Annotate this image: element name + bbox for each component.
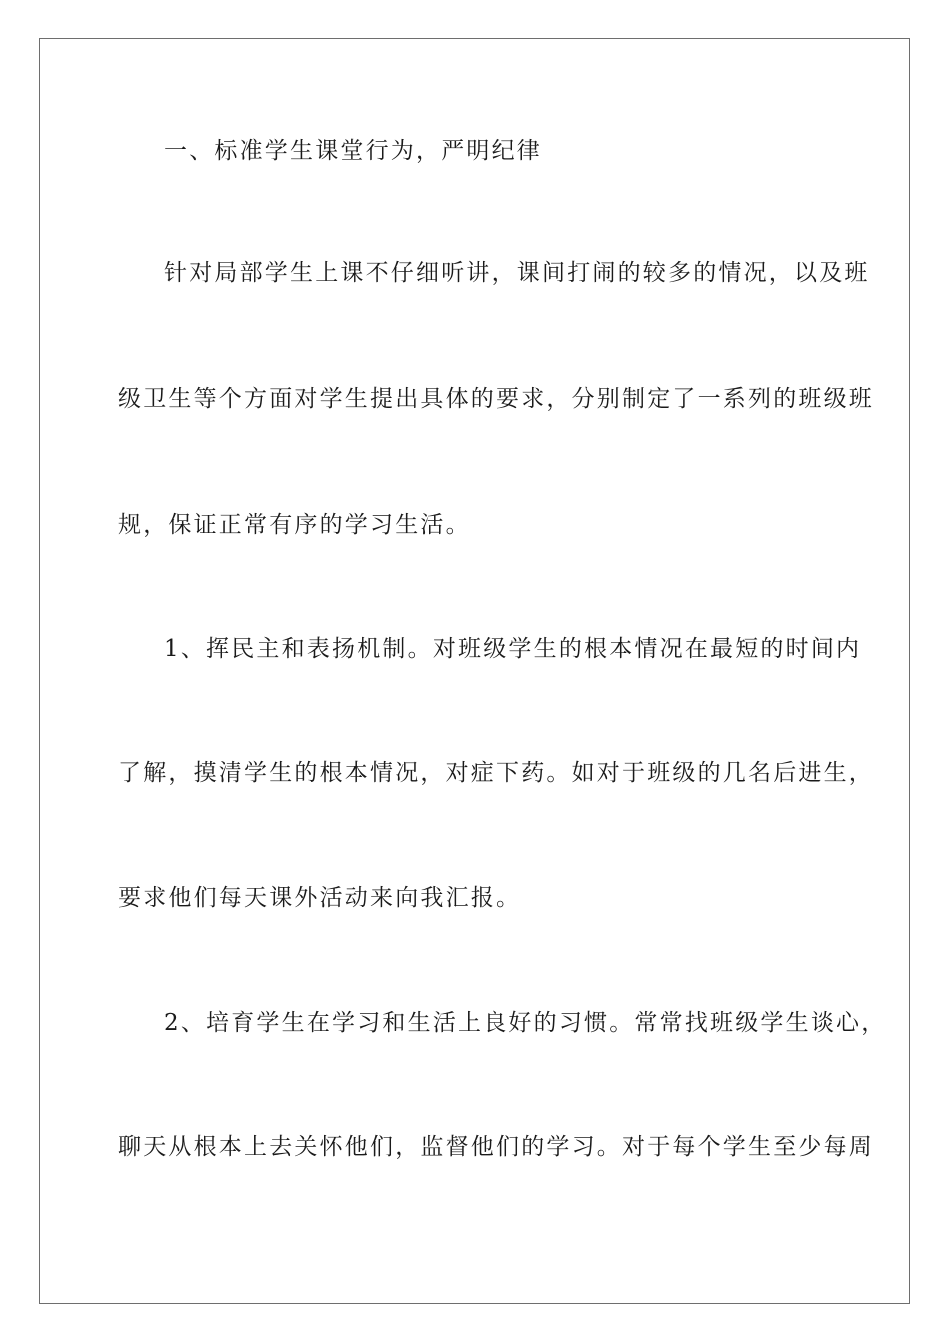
paragraph-line: 针对局部学生上课不仔细听讲，课间打闹的较多的情况，以及班 xyxy=(164,260,870,286)
document-page xyxy=(39,38,910,1304)
paragraph-line: 要求他们每天课外活动来向我汇报。 xyxy=(118,885,522,911)
paragraph-line: 2、培育学生在学习和生活上良好的习惯。常常找班级学生谈心， xyxy=(164,1010,887,1036)
paragraph-line: 规，保证正常有序的学习生活。 xyxy=(118,512,471,538)
paragraph-line: 聊天从根本上去关怀他们，监督他们的学习。对于每个学生至少每周 xyxy=(118,1134,874,1160)
paragraph-line: 了解，摸清学生的根本情况，对症下药。如对于班级的几名后进生， xyxy=(118,760,874,786)
section-heading: 一、标准学生课堂行为，严明纪律 xyxy=(164,138,542,164)
paragraph-line: 1、挥民主和表扬机制。对班级学生的根本情况在最短的时间内 xyxy=(164,636,862,662)
paragraph-line: 级卫生等个方面对学生提出具体的要求，分别制定了一系列的班级班 xyxy=(118,386,874,412)
